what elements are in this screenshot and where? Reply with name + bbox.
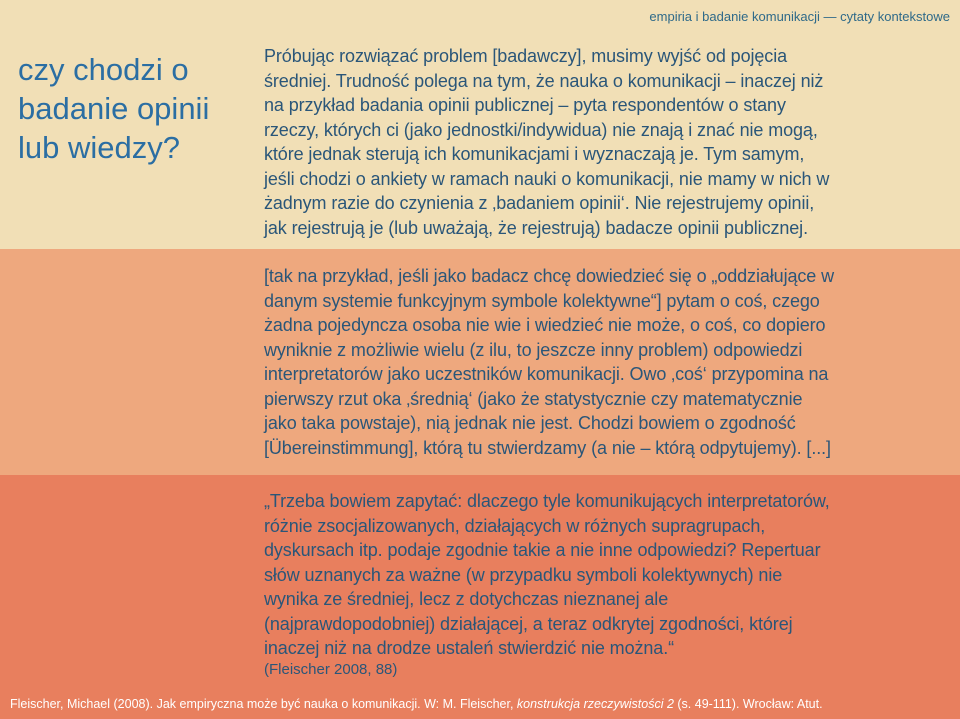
section-title-line: czy chodzi o xyxy=(18,52,189,87)
citation: (Fleischer 2008, 88) xyxy=(264,661,398,678)
section-title-line: badanie opinii xyxy=(18,91,210,126)
paragraph-line: interpretatorów jako uczestników komunikacji. Owo ‚coś‘ przypomina na xyxy=(264,364,829,384)
paragraph-line: rzeczy, których ci (jako jednostki/indywidua) nie znają i znać nie mogą, xyxy=(264,119,818,140)
section-title-line: lub wiedzy? xyxy=(18,130,180,165)
paragraph-line: wynika ze średniej, lecz z dotychczas nieznanej ale xyxy=(264,589,669,609)
footer-text: Fleischer, Michael (2008). Jak empiryczna może być nauka o komunikacji. W: M. Fleischer, xyxy=(10,697,517,711)
paragraph-line: inaczej niż na drodze ustaleń stwierdzić nie można.“ xyxy=(264,638,675,658)
paragraph-line: które jednak sterują ich komunikacjami i wyznaczają je. Tym samym, xyxy=(264,144,805,164)
paragraph-line: [Übereinstimmung], którą tu stwierdzamy (a nie – którą odpytujemy). [...] xyxy=(264,437,831,458)
header-tag: empiria i badanie komunikacji — cytaty kontekstowe xyxy=(649,9,950,24)
footer-text-end: (s. 49-111). Wrocław: Atut. xyxy=(673,697,823,711)
paragraph-line: danym systemie funkcyjnym symbole kolektywne“] pytam o coś, czego xyxy=(264,290,820,311)
paragraph-line: „Trzeba bowiem zapytać: dlaczego tyle komunikujących interpretatorów, xyxy=(264,491,830,511)
paragraph-line: słów uznanych za ważne (w przypadku symboli kolektywnych) nie xyxy=(264,564,783,585)
section-title xyxy=(18,50,248,167)
paragraph-line: dyskursach itp. podaje zgodnie takie a nie inne odpowiedzi? Repertuar xyxy=(264,540,821,560)
paragraph-line: (najprawdopodobniej) działającej, a teraz odkrytej zgodności, której xyxy=(264,613,793,634)
paragraph-line: średniej. Trudność polega na tym, że nauka o komunikacji – inaczej niż xyxy=(264,70,824,91)
paragraph-line: żadnym razie do czynienia z ‚badaniem opinii‘. Nie rejestrujemy opinii, xyxy=(264,193,815,213)
paragraph-line: na przykład badania opinii publicznej – pyta respondentów o stany xyxy=(264,95,786,115)
paragraph-averages xyxy=(264,44,944,240)
paragraph-line: pierwszy rzut oka ‚średnią‘ (jako że statystycznie czy matematycznie xyxy=(264,388,803,409)
paragraph-line: jeśli chodzi o ankiety w ramach nauki o komunikacji, nie mamy w nich w xyxy=(264,168,830,189)
paragraph-line: jak rejestrują je (lub uważają, że rejestrują) badacze opinii publicznej. xyxy=(264,217,808,238)
footer-reference xyxy=(10,697,823,711)
paragraph-line: jako taka powstaje), nią jednak nie jest. Chodzi bowiem o zgodność xyxy=(264,413,796,433)
footer-book-title: konstrukcja rzeczywistości 2 xyxy=(516,697,674,711)
paragraph-line: żadna pojedyncza osoba nie wie i wiedzieć nie może, o coś, co dopiero xyxy=(264,315,826,335)
paragraph-line: różnie zsocjalizowanych, działających w różnych supragrupach, xyxy=(264,515,766,536)
paragraph-line: Próbując rozwiązać problem [badawczy], musimy wyjść od pojęcia xyxy=(264,46,788,66)
paragraph-line: [tak na przykład, jeśli jako badacz chcę dowiedzieć się o „oddziałujące w xyxy=(264,266,835,286)
paragraph-example xyxy=(264,264,944,460)
paragraph-line: wyniknie z możliwie wielu (z ilu, to jeszcze inny problem) odpowiedzi xyxy=(264,339,803,360)
paragraph-quote xyxy=(264,489,944,661)
